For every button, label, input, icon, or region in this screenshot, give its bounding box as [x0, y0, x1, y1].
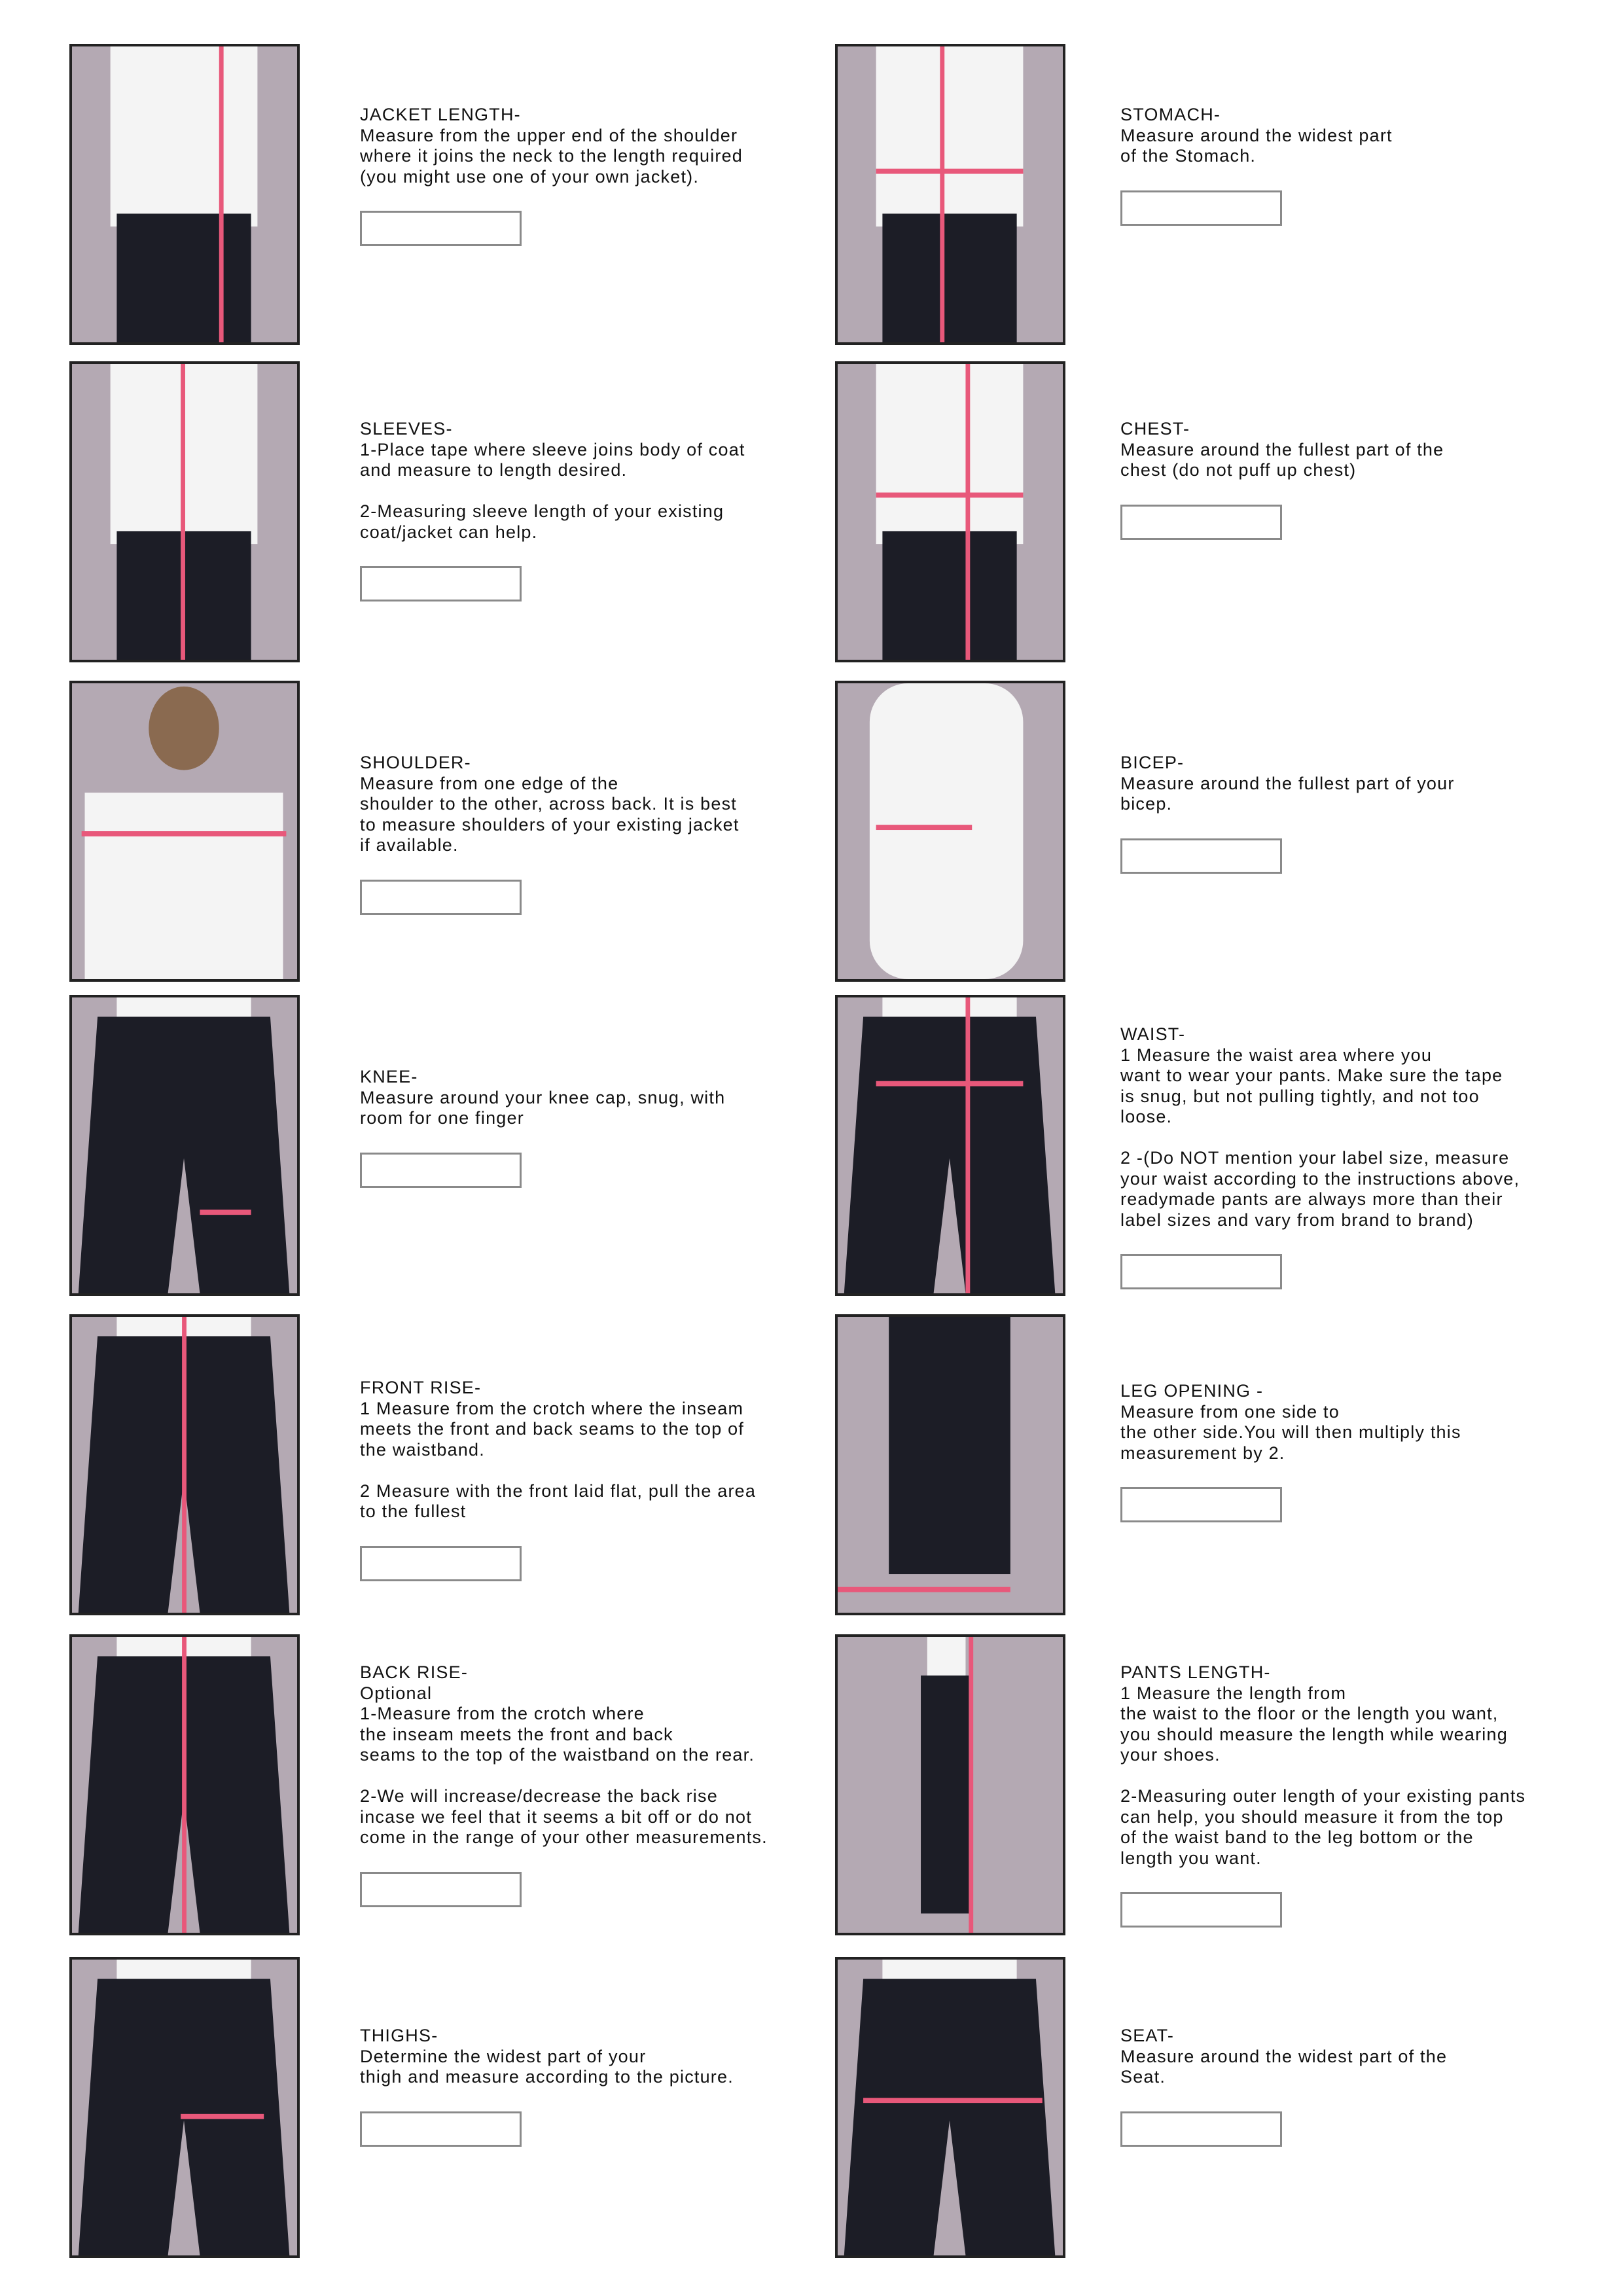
left-measurement-instructions-6: [360, 2026, 805, 2147]
right-measurement-instructions-3: [1120, 1024, 1565, 1289]
measurement-description: Measure from one edge of the shoulder to the other, across back. It is best to measure shoulders of your existing jacket if available.: [360, 773, 740, 855]
measurement-description: Measure around the widest part of the Seat.: [1120, 2046, 1448, 2087]
left-measurement-instructions-5: [360, 1662, 805, 1907]
right-measurement-photo-2: [835, 681, 1065, 982]
measurement-description: Measure around your knee cap, snug, with room for one finger: [360, 1087, 726, 1128]
measurement-input[interactable]: [360, 880, 522, 915]
measurement-description: Measure from the upper end of the shoulder where it joins the neck to the length required (you might use one of your own jacket).: [360, 125, 743, 187]
measurement-description: Measure from one side to the other side.You will then multiply this measurement by 2.: [1120, 1401, 1461, 1463]
measurement-input[interactable]: [360, 2111, 522, 2147]
measurement-description: 1 Measure the waist area where you want to wear your pants. Make sure the tape is snug, but not pulling tightly, and not too loose. 2 -(Do NOT mention your label size, measure your waist according to the instructions above, readymade pants are always more than their label sizes and vary from brand to brand): [1120, 1045, 1520, 1230]
measurement-input[interactable]: [360, 566, 522, 601]
right-measurement-instructions-4: [1120, 1381, 1565, 1522]
measurement-input[interactable]: [360, 211, 522, 246]
right-measurement-instructions-1: [1120, 419, 1565, 540]
measurement-title: CHEST-: [1120, 419, 1190, 439]
left-measurement-instructions-0: [360, 105, 805, 246]
measurement-title: THIGHS-: [360, 2026, 438, 2045]
measurement-input[interactable]: [1120, 1254, 1282, 1289]
right-measurement-photo-3: [835, 995, 1065, 1296]
right-measurement-instructions-6: [1120, 2026, 1565, 2147]
measurement-input[interactable]: [1120, 2111, 1282, 2147]
measurement-description: Measure around the fullest part of the chest (do not puff up chest): [1120, 439, 1444, 480]
right-measurement-photo-5: [835, 1634, 1065, 1935]
left-measurement-instructions-1: [360, 419, 805, 601]
right-measurement-instructions-0: [1120, 105, 1565, 226]
measurement-input[interactable]: [1120, 838, 1282, 874]
left-measurement-instructions-4: [360, 1378, 805, 1581]
measurement-title: BICEP-: [1120, 753, 1185, 772]
left-measurement-photo-0: [69, 44, 300, 345]
right-measurement-instructions-2: [1120, 753, 1565, 874]
measurement-input[interactable]: [1120, 190, 1282, 226]
measurement-description: 1 Measure the length from the waist to the floor or the length you want, you should measure the length while wearing your shoes. 2-Measuring outer length of your existing pants can help, you should measure it from the top of the waist band to the leg bottom or the length you want.: [1120, 1683, 1526, 1868]
right-measurement-photo-4: [835, 1314, 1065, 1615]
left-measurement-photo-1: [69, 361, 300, 662]
measurement-description: 1 Measure from the crotch where the inseam meets the front and back seams to the top of the waistband. 2 Measure with the front laid flat, pull the area to the fullest: [360, 1398, 757, 1521]
measurement-description: Determine the widest part of your thigh and measure according to the picture.: [360, 2046, 734, 2087]
measurement-input[interactable]: [1120, 505, 1282, 540]
left-measurement-instructions-3: [360, 1067, 805, 1188]
measurement-input[interactable]: [1120, 1892, 1282, 1928]
measurement-title: BACK RISE-: [360, 1662, 469, 1682]
measurement-title: LEG OPENING -: [1120, 1381, 1264, 1401]
measurement-description: Measure around the fullest part of your bicep.: [1120, 773, 1455, 814]
measurement-input[interactable]: [360, 1872, 522, 1907]
left-measurement-photo-3: [69, 995, 300, 1296]
measurement-input[interactable]: [1120, 1487, 1282, 1522]
measurement-title: SLEEVES-: [360, 419, 453, 439]
left-measurement-photo-4: [69, 1314, 300, 1615]
right-measurement-photo-6: [835, 1957, 1065, 2258]
measurement-description: Optional 1-Measure from the crotch where the inseam meets the front and back seams to the top of the waistband on the rear. 2-We will increase/decrease the back rise incase we feel that it seems a bit off or do not come in the range of your other measurements.: [360, 1683, 768, 1847]
left-measurement-photo-5: [69, 1634, 300, 1935]
measurement-description: Measure around the widest part of the Stomach.: [1120, 125, 1393, 166]
left-measurement-instructions-2: [360, 753, 805, 915]
measurement-title: STOMACH-: [1120, 105, 1221, 124]
measurement-title: WAIST-: [1120, 1024, 1186, 1044]
right-measurement-photo-1: [835, 361, 1065, 662]
left-measurement-photo-2: [69, 681, 300, 982]
right-measurement-instructions-5: [1120, 1662, 1565, 1928]
measurement-title: PANTS LENGTH-: [1120, 1662, 1271, 1682]
measurement-title: SEAT-: [1120, 2026, 1175, 2045]
left-measurement-photo-6: [69, 1957, 300, 2258]
measurement-title: JACKET LENGTH-: [360, 105, 521, 124]
measurement-input[interactable]: [360, 1546, 522, 1581]
measurement-description: 1-Place tape where sleeve joins body of coat and measure to length desired. 2-Measuring sleeve length of your existing coat/jacket can help.: [360, 439, 745, 542]
measurement-title: KNEE-: [360, 1067, 418, 1086]
right-measurement-photo-0: [835, 44, 1065, 345]
measurement-title: SHOULDER-: [360, 753, 471, 772]
measurement-input[interactable]: [360, 1153, 522, 1188]
measurement-title: FRONT RISE-: [360, 1378, 482, 1397]
